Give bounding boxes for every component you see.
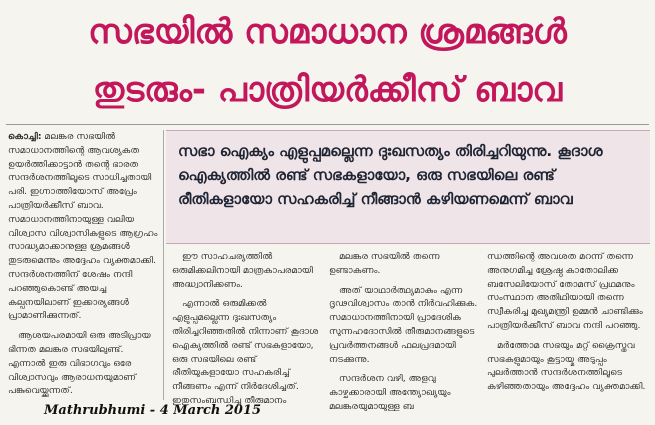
pull-quote-text: സഭാ ഐക്യം എളുപ്പമല്ലെന്ന ദുഃഖസത്യം തിരിച്ചറിയുന്നു. കൂദാശ ഐക്യത്തിൽ രണ്ട് സഭകളായോ, ഒരു സഭയിലെ രണ്ട് രീതികളായോ സഹകരിച്ച് നീങ്ങാൻ കഴിയണമെന്ന് ബാവ	[178, 142, 603, 208]
article-paragraph: സന്ദർശന വഴി, അളവു കാഴ്ചക്കാരായി അന്ത്യോഖ്യയും മലങ്കരയുമായുള്ള ബ	[329, 373, 451, 412]
source-credit: Mathrubhumi - 4 March 2015	[44, 403, 262, 418]
article-paragraph: ആശയപരമായി ഒരു അടിപ്രായ ഭിന്നത മലങ്കര സഭയിലുണ്ട്. എന്നാൽ ഇരു വിഭാഗവും ഒരേ വിശ്വാസവും ആരാധനയുമാണ് പങ്കുവെയ്ക്കുന്നത്.	[8, 330, 151, 397]
headline-line-2: തുടരും- പാത്രിയർക്കീസ് ബാവ	[92, 70, 563, 110]
article-paragraph: മലങ്കര സഭയിൽ തന്നെ ഉണ്ടാകണം.	[329, 251, 440, 276]
article-paragraph: ന്ധത്തിന്റെ അവശത മറന്ന് തന്നെ അനുഗമിച്ച ശ്രേഷ്ഠ കാതോലിക്ക ബസേലിയോസ് തോമസ് പ്രഥമനും സംസ്ഥാന അതിഥിയായി തന്നെ സ്വീകരിച്ച മുഖ്യമന്ത്രി ഉമ്മൻ ചാണ്ടിക്കും പാത്രിയർക്കീസ് ബാവ നന്ദി പറഞ്ഞു.	[487, 251, 643, 331]
article-paragraph: അത് യാഥാർത്ഥ്യമാകും എന്ന ദൃഢവിശ്വാസം താൻ നിർവഹിക്കുക. സമാധാനത്തിനായി പ്രാദേശിക സുന്നഹദോസിൽ തീരുമാനങ്ങളുടെ പ്രവർത്തനങ്ങൾ ഫലപ്രദമായി നടക്കുന്നു.	[329, 284, 478, 365]
column-divider	[163, 130, 164, 400]
pull-quote-box	[166, 130, 650, 244]
headline-line-1: സഭയിൽ സമാധാന ശ്രമങ്ങൾ	[88, 12, 567, 52]
article-paragraph: എന്നാൽ ഒരുമിക്കൽ എളുപ്പമല്ലെന്ന ദുഃഖസത്യം തിരിച്ചറിഞ്ഞതിൽ നിന്നാണ് കൂദാശ ഐക്യത്തിൽ രണ്ട് സഭകളായോ, ഒരു സഭയിലെ രണ്ട് രീതിയുകളായോ സഹകരിച്ച് നീങ്ങണം എന്ന് നിർദേശിച്ചത്. ഇതുസംബന്ധിച്ച തീരുമാനം	[172, 298, 319, 406]
headline-divider	[6, 124, 649, 125]
byline: കൊച്ചി:	[8, 131, 42, 142]
article-column-4	[487, 250, 650, 400]
article-column-2	[172, 250, 322, 406]
article-paragraph: കൊച്ചി: മലങ്കര സഭയിൽ സമാധാനത്തിന്റെ ആവശ്യകത ഉയർത്തിക്കാട്ടാൻ തന്റെ ഭാരത സന്ദർശനത്തിലൂടെ സാധിച്ചതായി പരി. ഇഗ്നാത്തിയോസ് അപ്രേം പാത്രിയർക്കീസ് ബാവ. സമാധാനത്തിനായുള്ള വലിയ വിശ്വാസ വിശ്വാസികളുടെ ആഗ്രഹം സാദ്ധ്യമാക്കാനുള്ള ശ്രമങ്ങൾ തുടരുമെന്നും അദ്ദേഹം വ്യക്തമാക്കി. സന്ദർശനത്തിന് ശേഷം നന്ദി പറഞ്ഞുകൊണ്ട് അയച്ച കല്പനയിലാണ് ഇക്കാര്യങ്ങൾ പ്രാമാണിക്കുന്നത്.	[8, 131, 158, 322]
article-column-1	[8, 130, 158, 400]
article-paragraph: ഈ സാഹചര്യത്തിൽ ഒരുമിക്കലിനായി മാത്രകാപരമായി അദ്ധ്വാനിക്കണം.	[172, 251, 313, 290]
article-paragraph: മർത്തോമ സഭയും മറ്റ് ക്രൈസ്തവ സഭകളുമായും കൂട്ടായ്മ അടുപ്പം പുലർത്താൻ സന്ദർശനത്തിലൂടെ കഴിഞ്ഞതായും അദ്ദേഹം വ്യക്തമാക്കി.	[487, 339, 646, 393]
article-column-3	[329, 250, 479, 412]
